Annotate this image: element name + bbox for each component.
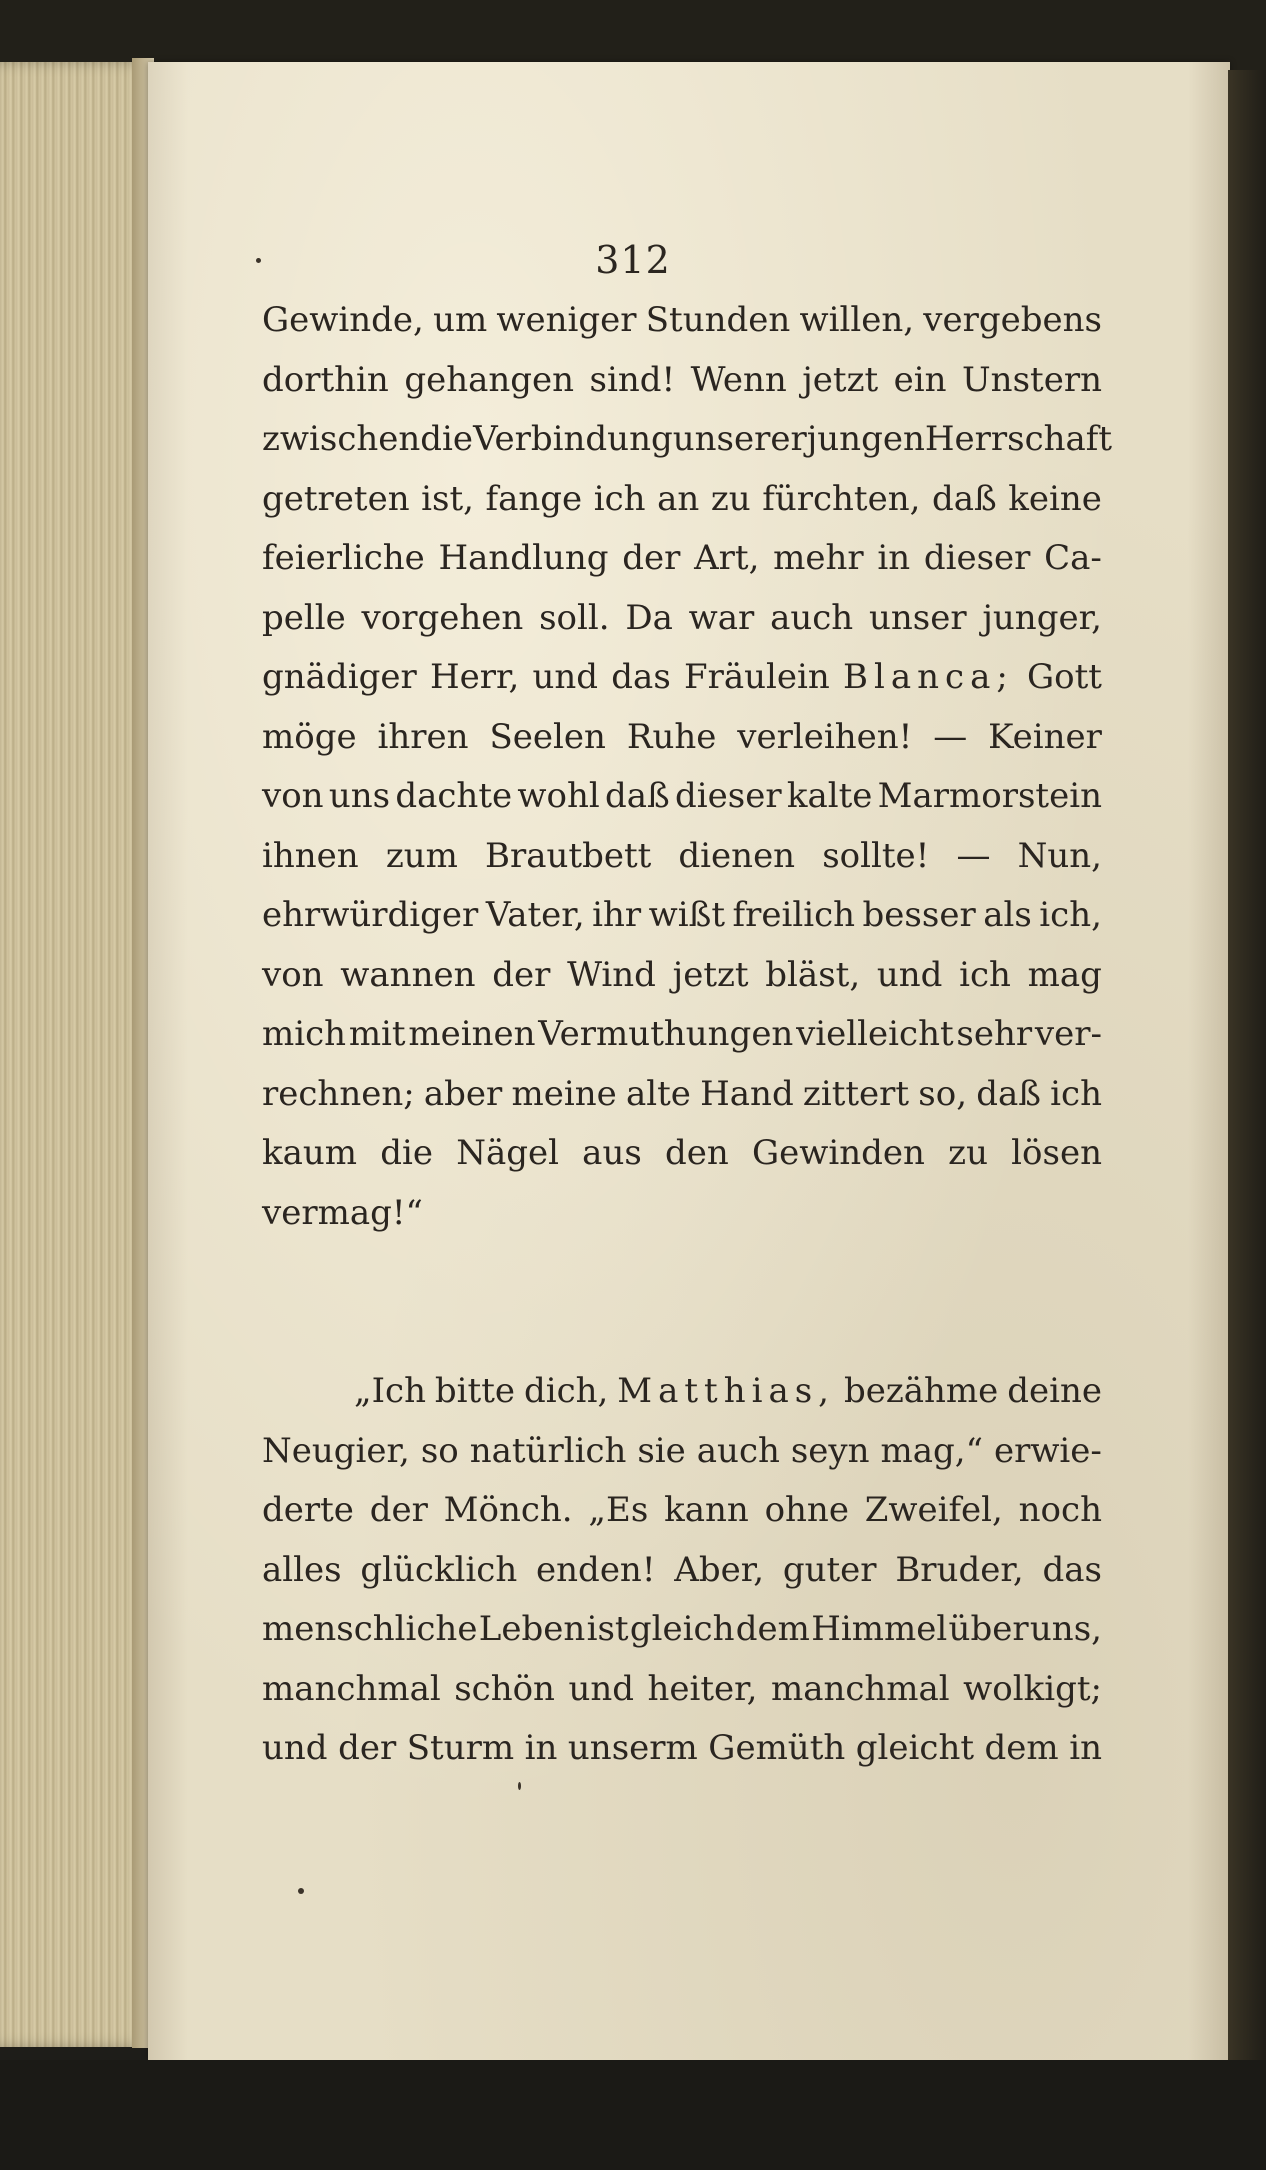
word: Vermuthungen [538,1014,794,1054]
word: uns, [1029,1609,1102,1649]
word: Unstern [962,359,1102,400]
text-line [262,1014,1102,1074]
page-number: 312 [595,238,671,282]
word: noch [1018,1490,1102,1530]
word: wohl [517,776,600,816]
word: Blanca; [843,657,1014,697]
word: Keiner [988,716,1102,757]
word: sind! [589,359,676,400]
word: wißt [648,895,726,935]
word: derte [262,1490,354,1530]
word: bitte [434,1371,516,1411]
word: Hand [700,1073,794,1114]
word: das [611,657,671,697]
word: gnädiger [262,657,417,697]
word: jetzt [672,954,749,995]
word: Nägel [456,1133,559,1173]
word: Fräulein [684,657,830,697]
word: die [420,419,474,459]
word: fange [485,478,583,519]
word: ich [593,478,646,519]
word: auch [770,597,854,638]
word: der [338,1728,397,1768]
text-line [262,1490,1102,1550]
word: über [948,1609,1029,1649]
word: Bruder, [895,1549,1024,1590]
word: Da [625,597,673,638]
word: mag,“ [880,1430,983,1471]
word: Brautbett [485,835,652,876]
text-line [262,419,1113,479]
word: und [262,1728,328,1768]
word: Wind [567,954,656,995]
word: Ca- [1044,538,1102,578]
word: wannen [340,954,476,995]
word: ohne [764,1490,849,1530]
text-line [262,1669,1102,1729]
word: Gewinden [752,1133,925,1173]
word: freilich [732,895,856,935]
word: mehr [773,538,864,578]
word: guter [782,1549,877,1590]
background-bottom [0,2060,1266,2170]
word: meine [511,1073,617,1114]
text-line [262,538,1102,598]
word: Art, [694,538,760,578]
book-page-edges [0,62,150,2047]
word: Vater, [485,895,585,935]
word: sollte! [822,835,930,876]
word: auch [696,1430,780,1471]
word: Matthias, [617,1371,835,1411]
text-line [262,955,1102,1015]
text-line [262,1609,1102,1669]
text-line [262,1431,1102,1491]
word: in [524,1728,558,1768]
word: junger, [982,597,1102,638]
word: zum [385,835,458,876]
word: gleich [629,1609,735,1649]
text-line [262,717,1102,777]
text-line [262,1133,1102,1193]
text-line [262,836,1102,896]
word: bläst, [765,954,861,995]
word: mit [348,1014,406,1054]
word: zittert [802,1073,910,1114]
word: jungen [806,419,925,459]
text-line [262,1074,1102,1134]
text-line [262,360,1102,420]
background-top [0,0,1266,70]
word: menschliche [262,1609,478,1649]
word: der [492,954,551,995]
word: ehrwürdiger [262,895,479,935]
word: Herr, [429,657,520,697]
word: aber [423,1073,503,1114]
word: der [622,538,681,578]
word: vergebens [923,300,1102,340]
paragraph [262,1371,1102,1788]
word: Zweifel, [864,1490,1003,1530]
word: und [568,1668,634,1709]
word: enden! [536,1549,656,1590]
word: um [433,300,488,340]
word: gehangen [404,359,575,400]
word: zwischen [262,419,421,459]
word: und [876,954,943,995]
word: — [933,716,968,757]
text-line [262,479,1102,539]
word: aus [582,1133,642,1173]
paragraph-gap [262,1252,1102,1371]
word: unserer [672,419,807,459]
word: lösen [1011,1133,1102,1173]
text-line [262,1728,1102,1788]
word: Nun, [1017,835,1102,876]
word: manchmal [770,1668,950,1709]
word: uns [328,776,391,816]
word: meinen [408,1014,536,1054]
word: manchmal [262,1668,441,1709]
word: vielleicht [796,1014,954,1054]
text-line [262,1193,1102,1253]
word: weniger [496,300,637,340]
word: von [262,954,324,995]
word: Sturm [406,1728,515,1768]
word: verleihen! [737,716,913,757]
word: Ruhe [626,716,717,757]
text-line [262,1371,1102,1431]
word: möge [262,716,357,757]
word: gleicht [855,1728,975,1768]
word: Mönch. [443,1490,573,1530]
word: von [262,776,324,816]
text-line [262,657,1102,717]
word: ver- [1034,1014,1102,1054]
word: soll. [539,597,610,638]
word: und [532,657,599,697]
word: an [657,478,700,519]
word: jetzt [802,359,879,400]
word: der [369,1490,428,1530]
word: ihren [377,716,469,757]
word: mag [1027,954,1102,995]
word: dem [984,1728,1059,1768]
word: so [420,1430,459,1471]
word: bezähme [843,1371,999,1411]
word: dorthin [262,359,389,400]
word: ist, [421,478,474,519]
word: „Es [588,1490,649,1530]
word: die [380,1133,433,1173]
word: wolkigt; [963,1668,1102,1709]
word: das [1042,1549,1102,1590]
word: besser [862,895,976,935]
word: pelle [262,597,346,638]
page-text [262,300,1113,1788]
word: ein [893,359,947,400]
word: daß [605,776,670,816]
word: alles [262,1549,342,1590]
word: sie [637,1430,686,1471]
word: ich [1050,1073,1102,1114]
word: — [956,835,991,876]
word: zu [710,478,751,519]
word: zu [948,1133,988,1173]
word: glücklich [360,1549,518,1590]
word: dachte [395,776,513,816]
text-line [262,598,1102,658]
word: als [983,895,1032,935]
word: daß [931,478,997,519]
word: so, [918,1073,968,1114]
word: rechnen; [262,1073,415,1114]
word: seyn [790,1430,870,1471]
word: ihnen [262,835,359,876]
word: deine [1007,1371,1102,1411]
paper-speck [298,1888,304,1894]
word: dich, [523,1371,609,1411]
word: ich [959,954,1011,995]
word: vermag!“ [262,1192,423,1233]
word: Wenn [690,359,787,400]
word: Stunden [645,300,791,340]
word: willen, [799,300,915,340]
word: dieser [923,538,1031,578]
word: ihr [592,895,642,935]
text-line [262,300,1102,360]
word: Marmorstein [877,776,1102,816]
word: dieser [675,776,782,816]
word: dem [735,1609,810,1649]
text-line [262,1550,1102,1610]
word: kann [664,1490,749,1530]
text-line [262,895,1102,955]
word: mich [262,1014,347,1054]
word: kalte [786,776,873,816]
word: keine [1008,478,1102,519]
word: Gewinde, [262,300,424,340]
word: ist [586,1609,629,1649]
word: unser [868,597,967,638]
word: in [1069,1728,1102,1768]
paragraph [262,300,1113,1252]
word: vorgehen [361,597,524,638]
word: Handlung [438,538,609,578]
word: Leben [478,1609,586,1649]
word: Gemüth [708,1728,846,1768]
word: alte [625,1073,691,1114]
word: Gott [1027,657,1102,697]
word: erwie- [993,1430,1102,1471]
word: war [688,597,755,638]
word: Herrschaft [924,419,1113,459]
word: Aber, [674,1549,765,1590]
word: sehr [956,1014,1033,1054]
word: „Ich [354,1371,426,1411]
word: Himmel [811,1609,948,1649]
word: Seelen [489,716,606,757]
word: ich, [1039,895,1102,935]
word: den [665,1133,729,1173]
book-cover-edge [1228,70,1266,2060]
word: Neugier, [262,1430,410,1471]
word: unserm [567,1728,698,1768]
word: Verbindung [473,419,673,459]
word: daß [976,1073,1041,1114]
word: natürlich [469,1430,627,1471]
word: getreten [262,478,410,519]
word: kaum [262,1133,358,1173]
word: fürchten, [762,478,921,519]
word: schön [454,1668,555,1709]
word: feierliche [262,538,425,578]
text-line [262,776,1102,836]
word: in [877,538,911,578]
word: heiter, [647,1668,758,1709]
word: dienen [678,835,796,876]
